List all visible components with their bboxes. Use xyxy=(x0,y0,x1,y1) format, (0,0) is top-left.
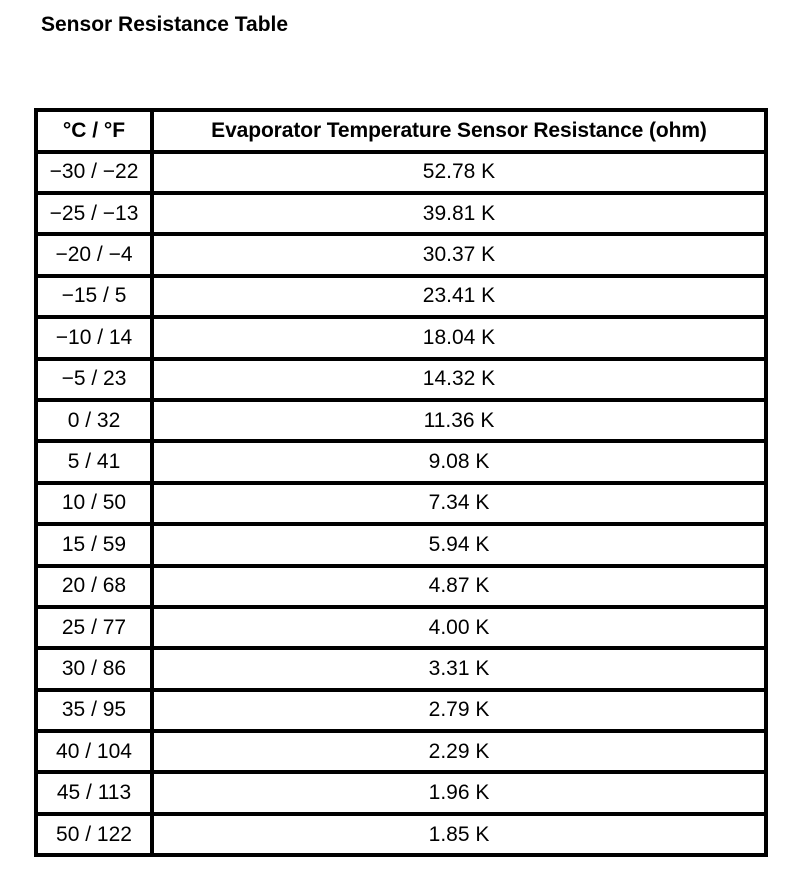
table-row xyxy=(36,814,766,855)
resistance-cell: 2.29 K xyxy=(152,731,766,772)
page-title: Sensor Resistance Table xyxy=(41,13,289,36)
resistance-cell: 4.87 K xyxy=(152,566,766,607)
resistance-cell: 23.41 K xyxy=(152,276,766,317)
resistance-cell: 1.96 K xyxy=(152,772,766,813)
resistance-cell: 1.85 K xyxy=(152,814,766,855)
resistance-cell: 2.79 K xyxy=(152,690,766,731)
resistance-cell: 4.00 K xyxy=(152,607,766,648)
table-row xyxy=(36,483,766,524)
temperature-cell: 5 / 41 xyxy=(36,441,152,482)
resistance-cell: 9.08 K xyxy=(152,441,766,482)
resistance-column-header: Evaporator Temperature Sensor Resistance (ohm) xyxy=(152,110,766,152)
resistance-cell: 52.78 K xyxy=(152,152,766,193)
temperature-cell: 20 / 68 xyxy=(36,566,152,607)
table-row xyxy=(36,690,766,731)
table-row xyxy=(36,276,766,317)
table-row xyxy=(36,359,766,400)
temperature-cell: −10 / 14 xyxy=(36,317,152,358)
table-row xyxy=(36,317,766,358)
table-row xyxy=(36,524,766,565)
resistance-cell: 3.31 K xyxy=(152,648,766,689)
temperature-cell: 50 / 122 xyxy=(36,814,152,855)
resistance-cell: 39.81 K xyxy=(152,193,766,234)
temperature-cell: 35 / 95 xyxy=(36,690,152,731)
temperature-cell: −20 / −4 xyxy=(36,234,152,275)
temperature-cell: 30 / 86 xyxy=(36,648,152,689)
resistance-cell: 5.94 K xyxy=(152,524,766,565)
resistance-cell: 14.32 K xyxy=(152,359,766,400)
table-row xyxy=(36,152,766,193)
table-row xyxy=(36,772,766,813)
table-row xyxy=(36,441,766,482)
table-row xyxy=(36,566,766,607)
resistance-cell: 7.34 K xyxy=(152,483,766,524)
temperature-cell: −25 / −13 xyxy=(36,193,152,234)
table-header xyxy=(36,110,766,152)
temperature-cell: 45 / 113 xyxy=(36,772,152,813)
temperature-cell: −5 / 23 xyxy=(36,359,152,400)
table-row xyxy=(36,234,766,275)
temperature-cell: 10 / 50 xyxy=(36,483,152,524)
header-row xyxy=(36,110,766,152)
resistance-cell: 30.37 K xyxy=(152,234,766,275)
table-body xyxy=(36,152,766,856)
table-row xyxy=(36,193,766,234)
temperature-cell: −30 / −22 xyxy=(36,152,152,193)
temperature-column-header: °C / °F xyxy=(36,110,152,152)
resistance-cell: 11.36 K xyxy=(152,400,766,441)
sensor-resistance-table xyxy=(34,108,768,857)
table-row xyxy=(36,731,766,772)
table-row xyxy=(36,648,766,689)
temperature-cell: 25 / 77 xyxy=(36,607,152,648)
temperature-cell: 40 / 104 xyxy=(36,731,152,772)
table-row xyxy=(36,400,766,441)
table-row xyxy=(36,607,766,648)
temperature-cell: 15 / 59 xyxy=(36,524,152,565)
temperature-cell: −15 / 5 xyxy=(36,276,152,317)
resistance-cell: 18.04 K xyxy=(152,317,766,358)
temperature-cell: 0 / 32 xyxy=(36,400,152,441)
